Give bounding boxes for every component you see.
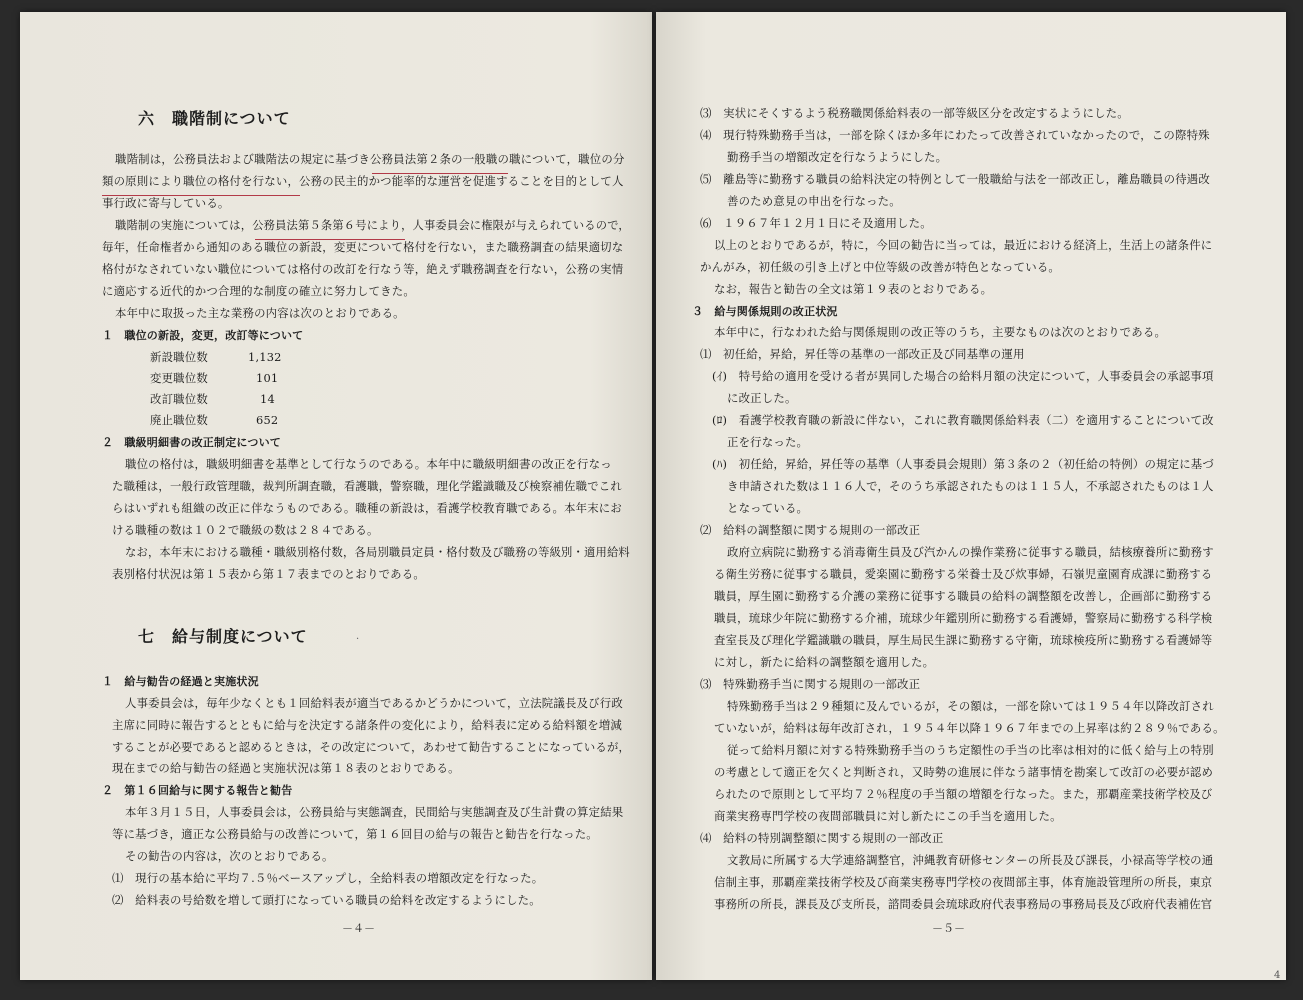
red-underline	[255, 239, 405, 240]
paragraph-line: 本年中に，行なわれた給与関係規則の改正等のうち，主要なものは次のとおりである。	[714, 325, 1167, 339]
subsection-heading: ２ 職級明細書の改正制定について	[102, 436, 281, 449]
paragraph-line: 職員，琉球少年院に勤務する介補，琉球少年鑑別所に勤務する看護婦，警察局に勤務する科学検	[714, 611, 1213, 625]
paragraph-line: (ｲ) 特号給の適用を受ける者が異同した場合の給料月額の決定について，人事委員会の承認事項	[712, 369, 1214, 383]
section-7-title: 七 給与制度について	[138, 627, 308, 646]
paragraph-line: 善のため意見の申出を行なった。	[727, 194, 901, 208]
paragraph-line: (ﾊ) 初任給，昇給，昇任等の基準（人事委員会規則）第３条の２（初任給の特例）の規定に基づ	[712, 457, 1214, 471]
paragraph-line: ⑷ 現行特殊勤務手当は，一部を除くほか多年にわたって改善されていなかったので，この際特殊	[700, 128, 1210, 142]
red-underline	[372, 173, 508, 174]
subsection-heading: １ 職位の新設，変更，改訂等について	[102, 329, 304, 342]
page-number: －４－	[342, 922, 375, 935]
paragraph-line: なお，本年末における職種・職級別格付数，各局別職員定員・格付数及び職務の等級別・適用給料	[125, 545, 630, 559]
paragraph-line: に改正した。	[727, 391, 797, 405]
paragraph-line: に対し，新たに給料の調整額を適用した。	[714, 655, 935, 669]
paragraph-line: 職員，厚生園に勤務する介護の業務に従事する職員の給料の調整額を改善し，企画部に勤務する	[714, 589, 1213, 603]
paragraph-line: 事務所の所長，課長及び支所長，諮問委員会琉球政府代表事務局の事務局長及び政府代表補佐官	[714, 897, 1213, 911]
paragraph-line: 職階制の実施については，公務員法第５条第６号により，人事委員会に権限が与えられているので，	[115, 218, 630, 232]
paragraph-line: 本年中に取扱った主な業務の内容は次のとおりである。	[115, 306, 405, 320]
paragraph-line: 人事委員会は，毎年少なくとも１回給料表が適当であるかどうかについて，立法院議長及び行政	[125, 696, 623, 710]
table-value: 14	[260, 392, 275, 406]
table-value: 101	[256, 371, 279, 385]
paragraph-line: 文教局に所属する大学連絡調整官，沖縄教育研修センターの所長及び課長，小禄高等学校の通	[727, 853, 1214, 867]
right-page	[656, 12, 1286, 980]
paragraph-line: に適応する近代的かつ合理的な制度の確立に努力してきた。	[102, 284, 415, 298]
paragraph-line: 毎年，任命権者から通知のある職位の新設，変更について格付を行ない，また職務調査の結果適切な	[102, 240, 624, 254]
subsection-heading: ２ 第１６回給与に関する報告と勧告	[102, 784, 293, 797]
paragraph-line: 類の原則により職位の格付を行ない，公務の民主的かつ能率的な運営を促進することを目的として人	[102, 174, 624, 188]
paragraph-line: 表別格付状況は第１５表から第１７表までのとおりである。	[112, 567, 425, 581]
paragraph-line: 等に基づき，適正な公務員給与の改善について，第１６回目の給与の報告と勧告を行なった。	[112, 827, 598, 841]
paragraph-line: 特殊勤務手当は２９種類に及んでいるが，その額は，一部を除いては１９５４年以降改訂され	[727, 699, 1214, 713]
paragraph-line: 以上のとおりであるが，特に，今回の勧告に当っては，最近における経済上，生活上の諸条件に	[714, 238, 1213, 252]
paragraph-line: ⑹ １９６７年１２月１日にそ及適用した。	[700, 216, 932, 230]
paragraph-line: 職位の格付は，職級明細書を基準として行なうのである。本年中に職級明細書の改正を行なっ	[125, 457, 612, 471]
page-number: －５－	[932, 922, 965, 935]
paragraph-line: ⑴ 初任給，昇給，昇任等の基準の一部改正及び同基準の運用	[700, 347, 1025, 361]
table-label: 新設職位数	[150, 350, 208, 364]
paragraph-line: ⑴ 現行の基本給に平均７.５％ベースアップし，全給料表の増額改定を行なった。	[112, 871, 544, 885]
table-label: 廃止職位数	[150, 413, 208, 427]
paragraph-line: ⑶ 特殊勤務手当に関する規則の一部改正	[700, 677, 921, 691]
paragraph-line: かんがみ，初任級の引き上げと中位等級の改善が特色となっている。	[700, 260, 1060, 274]
corner-mark: 4	[1274, 970, 1281, 981]
paragraph-line: る衛生労務に従事する職員，愛楽園に勤務する栄養士及び炊事婦，石嶺児童園育成課に勤務する	[714, 567, 1213, 581]
paragraph-line: 政府立病院に勤務する消毒衛生員及び汽かんの操作業務に従事する職員，結核療養所に勤務す	[727, 545, 1214, 559]
paragraph-line: 事行政に寄与している。	[102, 196, 230, 210]
paragraph-line: ていないが，給料は毎年改訂され，１９５４年以降１９６７年までの上昇率は約２８９％である。	[714, 721, 1225, 735]
paragraph-line: た職種は，一般行政管理職，裁判所調査職，看護職，警察職，理化学鑑識職及び検察補佐職でこれ	[112, 479, 622, 493]
paragraph-line: ける職種の数は１０２で職級の数は２８４である。	[112, 523, 379, 537]
paragraph-line: 職階制は，公務員法および職階法の規定に基づき公務員法第２条の一般職の職について，職位の分	[115, 152, 625, 166]
margin-mark: ·	[356, 634, 360, 645]
paragraph-line: 格付がなされていない職位については格付の改訂を行なう等，絶えず職務調査を行ない，公務の実情	[102, 262, 624, 276]
paragraph-line: の考慮として適正を欠くと判断され，又時勢の進展に伴なう諸事情を勘案して改訂の必要が認め	[714, 765, 1214, 779]
table-value: 652	[256, 413, 279, 427]
paragraph-line: き申請された数は１１６人で，そのうち承認されたものは１１５人，不承認されたものは１人	[727, 479, 1214, 493]
paragraph-line: なお，報告と勧告の全文は第１９表のとおりである。	[714, 282, 993, 296]
paragraph-line: (ﾛ) 看護学校教育職の新設に伴ない，これに教育職関係給料表（二）を適用することについて改	[712, 413, 1214, 427]
paragraph-line: ⑶ 実状にそくするよう税務職関係給料表の一部等級区分を改定するようにした。	[700, 106, 1129, 120]
table-label: 変更職位数	[150, 371, 208, 385]
paragraph-line: ⑵ 給料表の号給数を増して頭打になっている職員の給料を改定するようにした。	[112, 893, 541, 907]
paragraph-line: 信制主事，那覇産業技術学校及び商業実務専門学校の夜間部主事，体育施設管理所の所長，東京	[714, 875, 1213, 889]
paragraph-line: 査室長及び理化学鑑識職の職員，厚生局民生課に勤務する守衛，琉球検疫所に勤務する看護婦等	[714, 633, 1213, 647]
paragraph-line: ⑷ 給料の特別調整額に関する規則の一部改正	[700, 831, 944, 845]
paragraph-line: その勧告の内容は，次のとおりである。	[125, 849, 334, 863]
paragraph-line: ⑸ 離島等に勤務する職員の給料決定の特例として一般職給与法を一部改正し，離島職員の待遇改	[700, 172, 1210, 186]
paragraph-line: 正を行なった。	[727, 435, 809, 449]
paragraph-line: することが必要であると認めるときは，その改定について，あわせて勧告することになっているが，	[112, 740, 630, 754]
paragraph-line: 現在までの給与勧告の経過と実施状況は第１８表のとおりである。	[112, 761, 460, 775]
paragraph-line: となっている。	[727, 501, 809, 515]
paragraph-line: 商業実務専門学校の夜間部職員に対し新たにこの手当を適用した。	[714, 809, 1062, 823]
paragraph-line: らはいずれも組織の改正に伴なうものである。職種の新設は，看護学校教育職である。本年末にお	[112, 501, 622, 515]
paragraph-line: 勤務手当の増額改定を行なうようにした。	[727, 150, 948, 164]
subsection-heading: １ 給与勧告の経過と実施状況	[102, 675, 259, 688]
table-value: 1,132	[248, 350, 282, 364]
table-label: 改訂職位数	[150, 392, 208, 406]
red-underline	[102, 195, 300, 196]
paragraph-line: 主席に同時に報告するとともに給与を決定する諸条件の変化により，給料表に定める給料額を増減	[112, 718, 622, 732]
paragraph-line: ⑵ 給料の調整額に関する規則の一部改正	[700, 523, 921, 537]
left-page	[20, 12, 652, 980]
section-6-title: 六 職階制について	[138, 109, 291, 128]
paragraph-line: 従って給料月額に対する特殊勤務手当のうち定額性の手当の比率は相対的に低く給与上の特別	[727, 743, 1214, 757]
paragraph-line: 本年３月１５日，人事委員会は，公務員給与実態調査，民間給与実態調査及び生計費の算定結果	[125, 805, 624, 819]
subsection-heading: ３ 給与関係規則の改正状況	[692, 305, 838, 318]
paragraph-line: られたので原則として平均７２％程度の手当額の増額を行なった。また，那覇産業技術学校及び	[714, 787, 1213, 801]
